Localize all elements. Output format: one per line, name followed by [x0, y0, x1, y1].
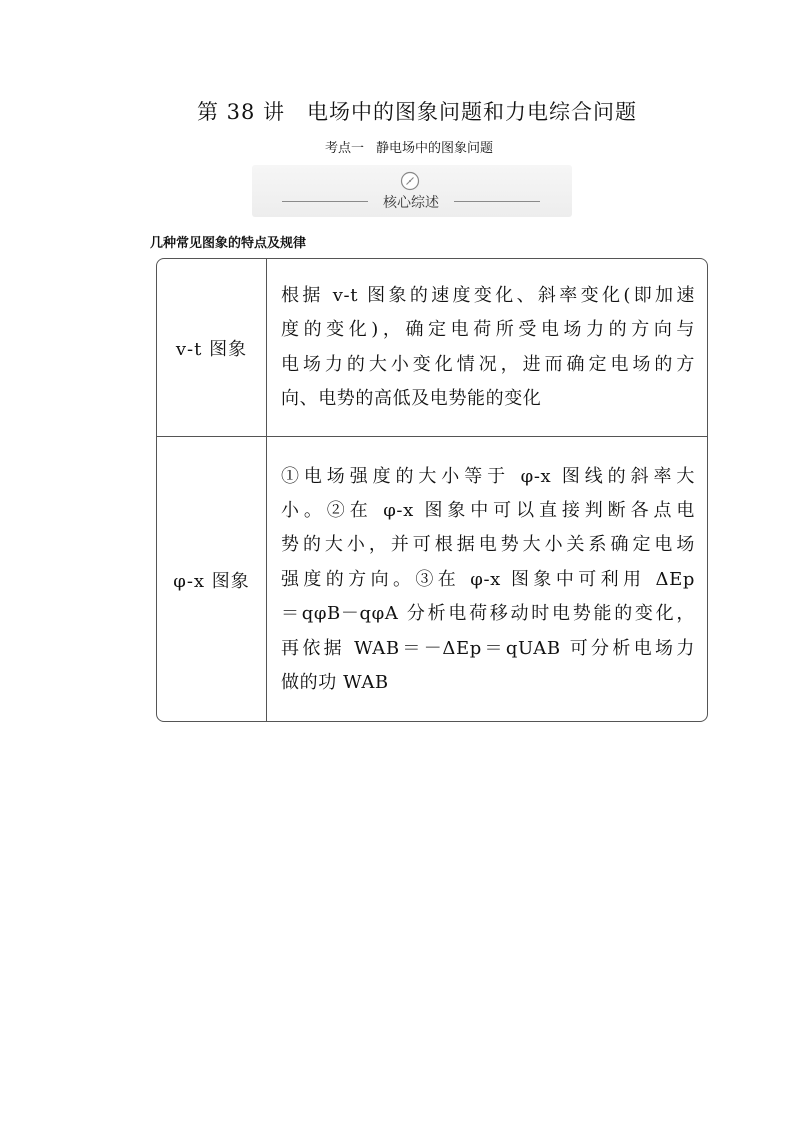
table-row-vt	[157, 259, 707, 437]
page-title	[0, 96, 794, 126]
content-line: ＝qφB－qφA 分析电荷移动时电势能的变化，	[281, 603, 695, 625]
row-content-vt	[281, 259, 695, 436]
section-title	[0, 137, 794, 156]
content-line: 向、电势的高低及电势能的变化	[281, 387, 542, 409]
banner-label: 核心综述	[383, 195, 439, 211]
section-name: 静电场中的图象问题	[376, 141, 494, 156]
content-line: 根据 v-t 图象的速度变化、斜率变化(即加速	[281, 284, 695, 306]
chapter-title: 电场中的图象问题和力电综合问题	[307, 100, 638, 124]
table-row-phix	[157, 437, 707, 722]
row-label-vt: v-t 图象	[157, 259, 267, 436]
content-line: 小。②在 φ-x 图象中可以直接判断各点电	[281, 499, 695, 521]
content-line: ①电场强度的大小等于 φ-x 图线的斜率大	[281, 465, 695, 487]
content-line: 再依据 WAB＝－ΔEp＝qUAB 可分析电场力	[281, 637, 695, 659]
content-line: 势的大小，并可根据电势大小关系确定电场	[281, 534, 695, 556]
banner-divider-left	[282, 201, 368, 202]
content-line: 强度的方向。③在 φ-x 图象中可利用 ΔEp	[281, 568, 695, 590]
intro-heading: 几种常见图象的特点及规律	[150, 236, 307, 251]
content-line: 度的变化)，确定电荷所受电场力的方向与	[281, 319, 695, 341]
content-line: 电场力的大小变化情况，进而确定电场的方	[281, 353, 695, 375]
graph-features-table	[156, 258, 708, 722]
section-label: 考点一	[324, 141, 364, 156]
chapter-number: 第 38 讲	[196, 100, 286, 124]
content-line: 做的功 WAB	[281, 672, 389, 694]
compass-icon	[400, 171, 420, 191]
row-label-phix: φ-x 图象	[157, 437, 267, 722]
core-summary-banner	[252, 165, 572, 217]
row-content-phix	[281, 437, 695, 722]
banner-divider-right	[454, 201, 540, 202]
